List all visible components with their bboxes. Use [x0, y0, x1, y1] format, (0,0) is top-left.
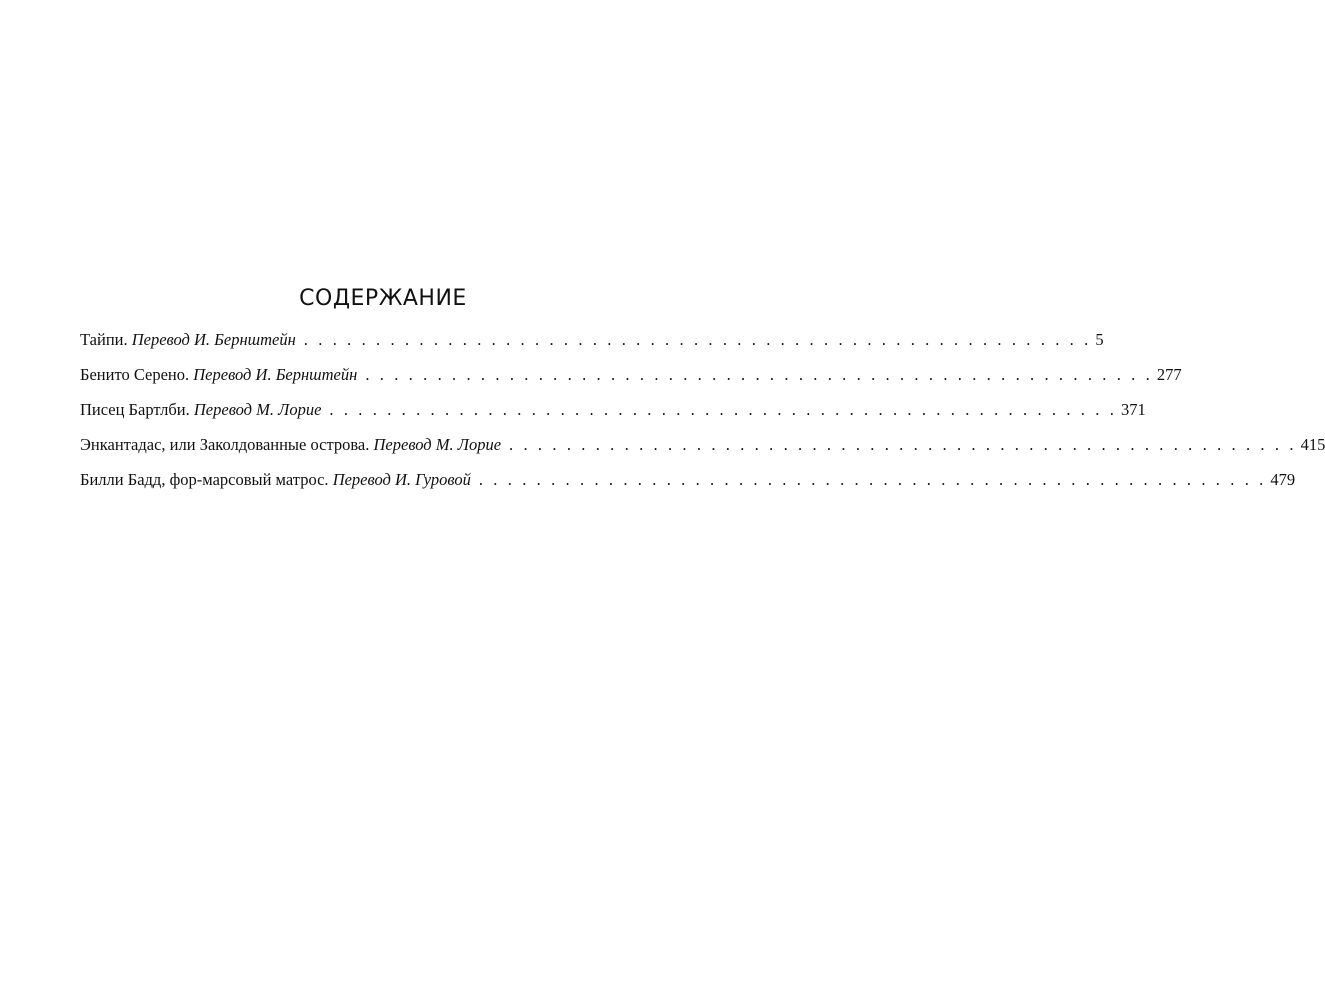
work-title: Тайпи.: [80, 330, 128, 349]
translator-credit: Перевод И. Бернштейн: [193, 365, 358, 384]
toc-entry: [80, 330, 1104, 365]
dot-leader: . . . . . . . . . . . . . . . . . . . . . . . . . . . . . . . . . . . . . . . . . . . . . . . . . . . . . . .: [478, 470, 1267, 489]
dot-leader: . . . . . . . . . . . . . . . . . . . . . . . . . . . . . . . . . . . . . . . . . . . . . . . . . . . . . . .: [303, 330, 1092, 349]
toc-entry-title: [80, 435, 501, 455]
page-number: 277: [1156, 365, 1182, 384]
translator-credit: Перевод И. Бернштейн: [131, 330, 296, 349]
toc-entry: [80, 365, 1182, 400]
toc-entry-title: [80, 470, 471, 490]
toc-entry: [80, 400, 1146, 435]
toc-entry-title: [80, 400, 321, 420]
page-number: 479: [1270, 470, 1296, 489]
toc-entry-title: [80, 330, 296, 350]
page-number: 415: [1300, 435, 1325, 454]
page-title: СОДЕРЖАНИЕ: [299, 286, 467, 311]
translator-credit: Перевод И. Гуровой: [332, 470, 471, 489]
toc-entry: [80, 435, 1325, 470]
work-title: Энкантадас, или Заколдованные острова.: [80, 435, 370, 454]
translator-credit: Перевод М. Лорие: [373, 435, 502, 454]
work-title: Билли Бадд, фор-марсовый матрос.: [80, 470, 329, 489]
dot-leader: . . . . . . . . . . . . . . . . . . . . . . . . . . . . . . . . . . . . . . . . . . . . . . . . . . . . . . .: [365, 365, 1153, 384]
table-of-contents: [80, 330, 1325, 505]
page-number: 371: [1120, 400, 1146, 419]
work-title: Бенито Серено.: [80, 365, 190, 384]
dot-leader: . . . . . . . . . . . . . . . . . . . . . . . . . . . . . . . . . . . . . . . . . . . . . . . . . . . . . . .: [329, 400, 1117, 419]
work-title: Писец Бартлби.: [80, 400, 190, 419]
dot-leader: . . . . . . . . . . . . . . . . . . . . . . . . . . . . . . . . . . . . . . . . . . . . . . . . . . . . . . .: [509, 435, 1297, 454]
translator-credit: Перевод М. Лорие: [193, 400, 322, 419]
page-number: 5: [1095, 330, 1104, 349]
toc-entry: [80, 470, 1296, 505]
toc-entry-title: [80, 365, 357, 385]
